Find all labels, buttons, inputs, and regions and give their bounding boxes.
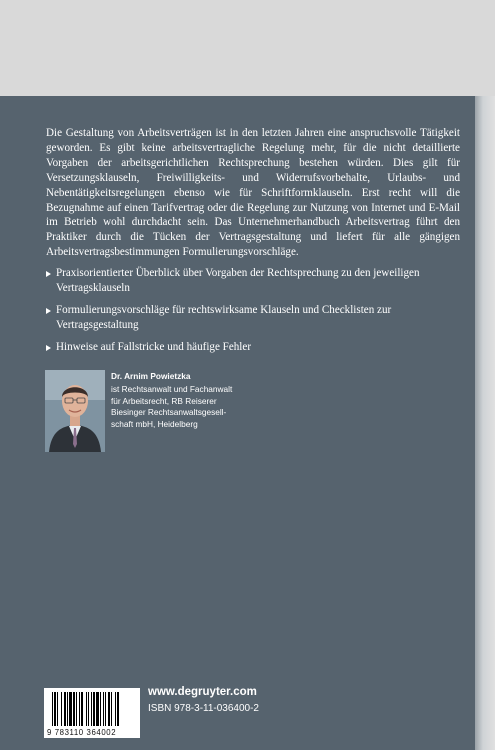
feature-item [46, 266, 460, 296]
feature-item [46, 303, 460, 333]
feature-text: Formulierungsvorschläge für rechtswirksame Klauseln und Checklisten zur Vertragsgestaltung [56, 303, 392, 331]
feature-text: Praxisorientierter Überblick über Vorgaben der Rechtsprechung zu den jeweiligen Vertragsklauseln [56, 267, 420, 294]
isbn-barcode [44, 688, 140, 738]
author-info [111, 371, 281, 430]
bullet-triangle-icon [46, 308, 51, 314]
book-description: Die Gestaltung von Arbeitsverträgen ist in den letzten Jahren eine anspruchsvolle Tätigkeit geworden. Es gibt keine arbeitsvertragliche Regelung mehr, für die nicht detaillierte Vorgaben der arbeitsgerichtlichen Rechtsprechung bestehen würden. Dies gilt für Versetzungsklauseln, Freiwilligkeits- und Widerrufsvorbehalte, Urlaubs- und Nebentätigkeitsregelungen ebenso wie für Schriftformklauseln. Erst recht will die Bezugnahme auf einen Tarifvertrag oder die Regelung zur Nutzung von Internet und E-Mail im Betrieb wohl durchdacht sein. Das Unternehmerhandbuch Arbeitsvertrag führt den Praktiker durch die Tücken der Vertragsgestaltung und liefert für alle gängigen Arbeitsvertragsbestimmungen Formulierungsvorschläge. [46, 127, 460, 259]
feature-list [46, 266, 460, 362]
feature-item [46, 340, 460, 355]
author-bio: ist Rechtsanwalt und Fachanwalt für Arbeitsrecht, RB Reiserer Biesinger Rechtsanwaltsgesell- schaft mbH, Heidelberg [111, 384, 233, 429]
barcode-digits: 9 783110 364002 [47, 728, 117, 737]
author-name: Dr. Arnim Powietzka [111, 371, 191, 381]
publisher-url[interactable]: www.degruyter.com [148, 686, 257, 698]
feature-text: Hinweise auf Fallstricke und häufige Fehler [56, 340, 252, 353]
bullet-triangle-icon [46, 271, 51, 277]
cover-edge-shadow [475, 96, 495, 750]
author-portrait-icon [45, 370, 105, 452]
author-photo [45, 370, 105, 452]
barcode-icon [44, 688, 140, 728]
bullet-triangle-icon [46, 345, 51, 351]
isbn-number: ISBN 978-3-11-036400-2 [148, 703, 259, 714]
